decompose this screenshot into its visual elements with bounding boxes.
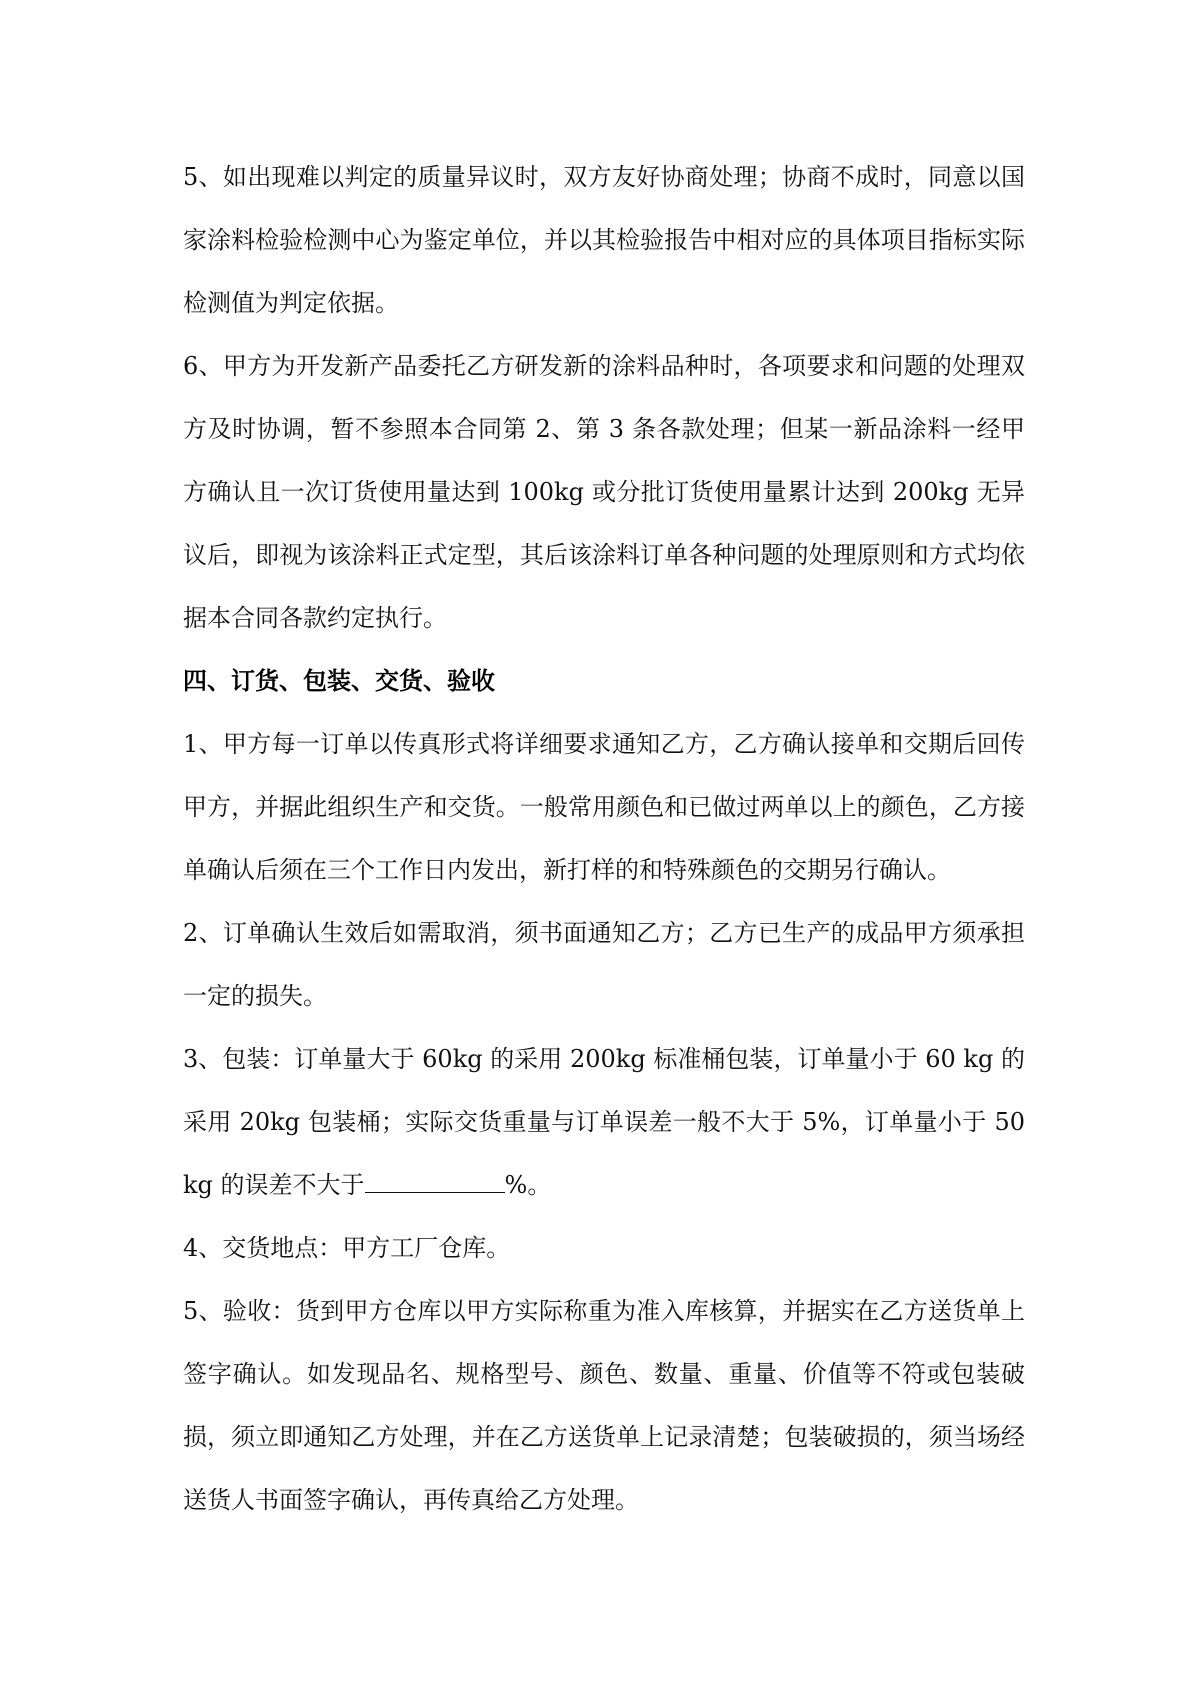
clause-4-4-paragraph: 4、交货地点：甲方工厂仓库。 bbox=[183, 1234, 511, 1262]
clause-3-5-paragraph: 5、如出现难以判定的质量异议时，双方友好协商处理；协商不成时，同意以国家涂料检验检测中心为鉴定单位，并以其检验报告中相对应的具体项目指标实际检测值为判定依据。 bbox=[183, 163, 1025, 317]
clause-4-3-paragraph bbox=[183, 1028, 1025, 1217]
clause-4-5-paragraph: 5、验收：货到甲方仓库以甲方实际称重为准入库核算，并据实在乙方送货单上签字确认。如发现品名、规格型号、颜色、数量、重量、价值等不符或包装破损，须立即通知乙方处理，并在乙方送货单上记录清楚；包装破损的，须当场经送货人书面签字确认，再传真给乙方处理。 bbox=[183, 1297, 1025, 1514]
clause-3-6-paragraph: 6、甲方为开发新产品委托乙方研发新的涂料品种时，各项要求和问题的处理双方及时协调，暂不参照本合同第 2、第 3 条各款处理；但某一新品涂料一经甲方确认且一次订货使用量达到 100kg 或分批订货使用量累计达到 200kg 无异议后，即视为该涂料正式定型，其后该涂料订单各种问题的处理原则和方式均依据本合同各款约定执行。 bbox=[183, 352, 1025, 632]
clause-4-2-paragraph: 2、订单确认生效后如需取消，须书面通知乙方；乙方已生产的成品甲方须承担一定的损失。 bbox=[183, 919, 1025, 1010]
clause-4-3-text: 3、包装：订单量大于 60kg 的采用 200kg 标准桶包装，订单量小于 60 kg 的采用 20kg 包装桶；实际交货重量与订单误差一般不大于 5%，订单量小于 50kg 的误差不大于 bbox=[183, 1045, 1025, 1199]
fill-in-blank-line[interactable] bbox=[365, 1166, 505, 1193]
section-4-heading: 四、订货、包装、交货、验收 bbox=[183, 667, 495, 695]
document-body bbox=[183, 146, 1025, 1532]
clause-4-3-suffix: %。 bbox=[504, 1171, 552, 1199]
clause-4-1-paragraph: 1、甲方每一订单以传真形式将详细要求通知乙方，乙方确认接单和交期后回传甲方，并据此组织生产和交货。一般常用颜色和已做过两单以上的颜色，乙方接单确认后须在三个工作日内发出，新打样的和特殊颜色的交期另行确认。 bbox=[183, 730, 1025, 884]
